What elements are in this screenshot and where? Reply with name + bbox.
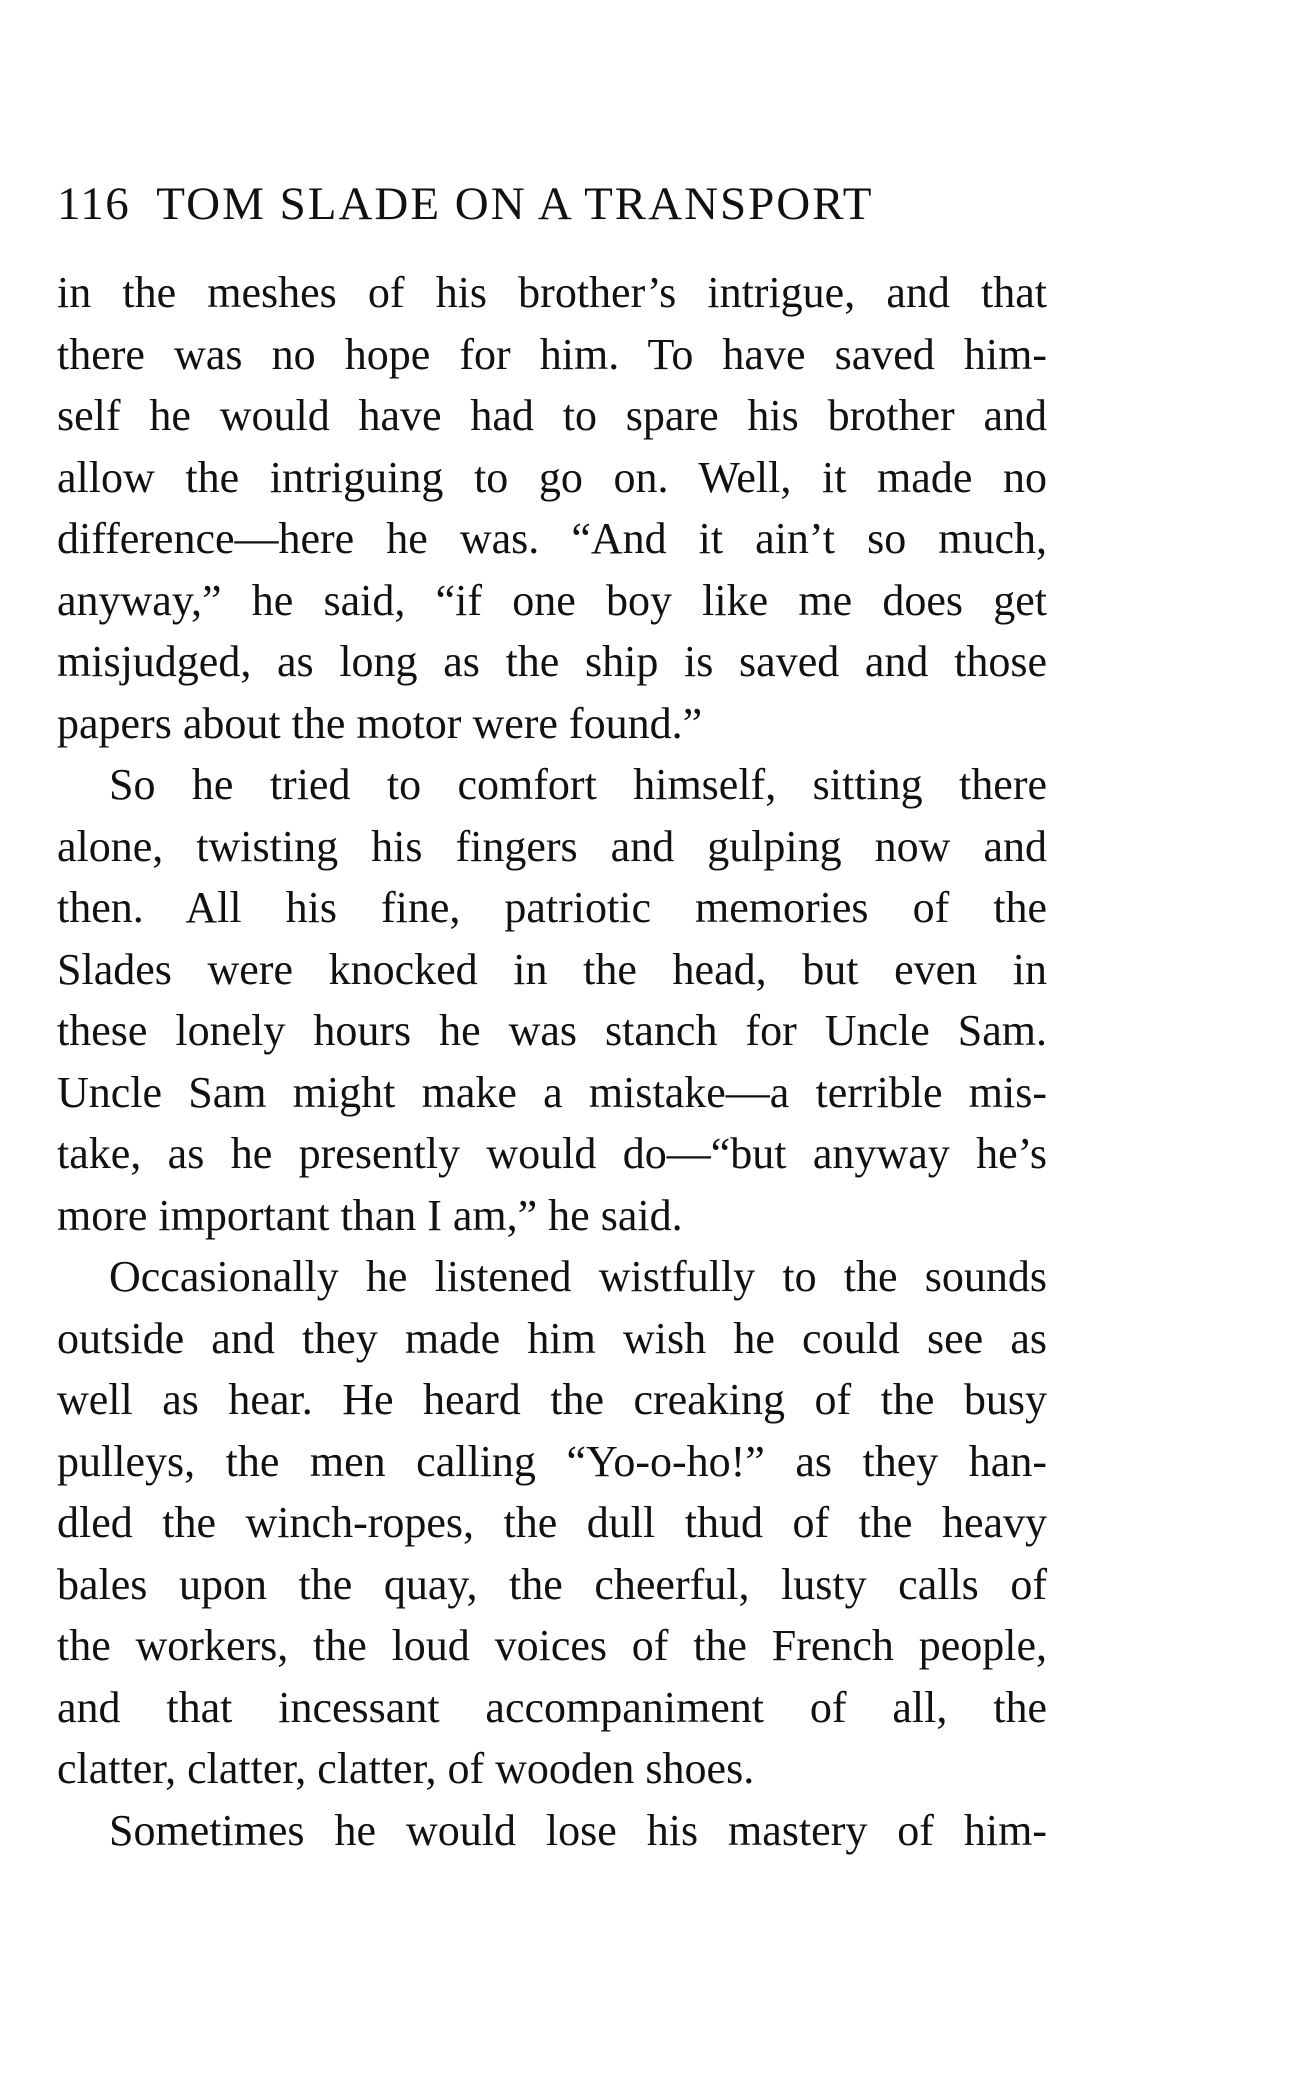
text-line: allow the intriguing to go on. Well, it made no <box>57 452 1047 502</box>
page-header <box>57 174 1047 234</box>
text-line: these lonely hours he was stanch for Uncle Sam. <box>57 1006 1047 1055</box>
text-line: dled the winch-ropes, the dull thud of the heavy <box>57 1498 1047 1547</box>
text-line: Uncle Sam might make a mistake—a terrible mis- <box>57 1067 1047 1117</box>
running-title: TOM SLADE ON A TRANSPORT <box>156 178 874 230</box>
text-line: difference—here he was. “And it ain’t so much, <box>57 514 1047 563</box>
text-line: take, as he presently would do—“but anyway he’s <box>57 1129 1047 1178</box>
text-line: papers about the motor were found.” <box>57 698 703 748</box>
text-line: well as hear. He heard the creaking of the busy <box>57 1375 1047 1424</box>
text-line: misjudged, as long as the ship is saved and those <box>57 637 1047 686</box>
body-text <box>57 262 1047 1855</box>
page-number: 116 <box>57 178 131 230</box>
text-line: there was no hope for him. To have saved him- <box>57 329 1047 379</box>
text-line: more important than I am,” he said. <box>57 1190 683 1240</box>
text-line: the workers, the loud voices of the French people, <box>57 1621 1047 1670</box>
text-line: clatter, clatter, clatter, of wooden shoes. <box>57 1744 755 1793</box>
paragraph-start-line: So he tried to comfort himself, sitting there <box>109 760 1047 809</box>
paragraph-start-line: Occasionally he listened wistfully to the sounds <box>109 1252 1047 1301</box>
text-line: and that incessant accompaniment of all, the <box>57 1682 1047 1732</box>
paragraph-start-line: Sometimes he would lose his mastery of him- <box>109 1805 1047 1855</box>
text-line: then. All his fine, patriotic memories of the <box>57 883 1047 932</box>
text-line: alone, twisting his fingers and gulping now and <box>57 821 1047 871</box>
text-line: bales upon the quay, the cheerful, lusty calls of <box>57 1559 1047 1609</box>
text-line: in the meshes of his brother’s intrigue, and that <box>57 268 1047 317</box>
text-line: Slades were knocked in the head, but even in <box>57 944 1047 994</box>
text-line: anyway,” he said, “if one boy like me does get <box>57 575 1047 625</box>
text-line: pulleys, the men calling “Yo-o-ho!” as they han- <box>57 1436 1047 1486</box>
text-line: outside and they made him wish he could see as <box>57 1313 1047 1363</box>
text-line: self he would have had to spare his brother and <box>57 391 1047 440</box>
